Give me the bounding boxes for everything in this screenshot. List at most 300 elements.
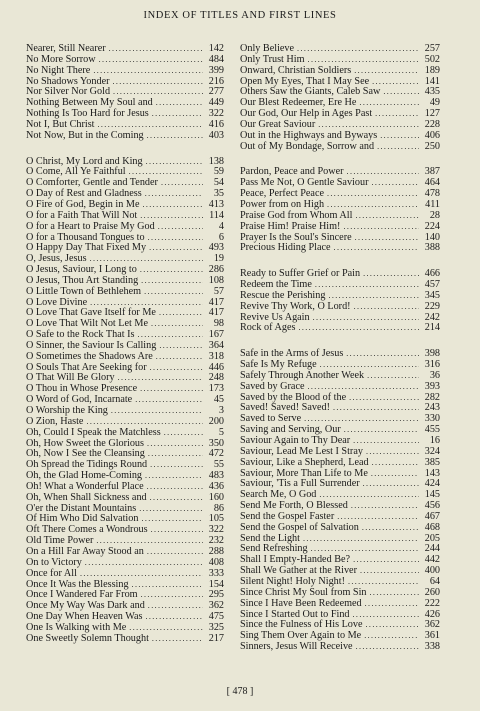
entry-page-number: 114 bbox=[209, 209, 224, 221]
dot-leader bbox=[364, 631, 419, 642]
entry-title: Send Refreshing bbox=[240, 543, 308, 555]
entry-title: Nothing Is Too Hard for Jesus bbox=[26, 108, 149, 120]
entry-title: O, Jesus, Jesus bbox=[26, 253, 87, 265]
index-entry bbox=[240, 142, 440, 153]
entry-page-number: 316 bbox=[424, 359, 440, 371]
entry-page-number: 417 bbox=[208, 307, 224, 319]
dot-leader bbox=[355, 211, 419, 222]
dot-leader bbox=[147, 131, 203, 142]
dot-leader bbox=[366, 447, 419, 458]
entry-title: Redeem the Time bbox=[240, 279, 312, 291]
entry-page-number: 436 bbox=[208, 480, 224, 492]
dot-leader bbox=[111, 406, 203, 417]
entry-title: Once My Way Was Dark and bbox=[26, 600, 145, 612]
dot-leader bbox=[142, 200, 203, 211]
entry-page-number: 362 bbox=[208, 600, 224, 612]
index-entry bbox=[240, 66, 440, 77]
index-entry bbox=[240, 222, 440, 233]
entry-title: O Jesus, Saviour, I Long to bbox=[26, 264, 137, 276]
entry-title: One Sweetly Solemn Thought bbox=[26, 632, 149, 644]
index-block bbox=[240, 167, 440, 254]
entry-page-number: 295 bbox=[208, 589, 224, 601]
entry-page-number: 388 bbox=[424, 242, 440, 254]
index-entry bbox=[26, 131, 224, 142]
entry-title: On a Hill Far Away Stood an bbox=[26, 545, 144, 557]
entry-page-number: 142 bbox=[208, 43, 224, 54]
dot-leader bbox=[308, 382, 420, 393]
dot-leader bbox=[158, 222, 203, 233]
dot-leader bbox=[372, 458, 419, 469]
entry-title: Onward, Christian Soldiers bbox=[240, 64, 352, 76]
index-entry bbox=[240, 302, 440, 313]
entry-title: Rock of Ages bbox=[240, 322, 296, 334]
dot-leader bbox=[147, 482, 203, 493]
index-entry bbox=[26, 352, 224, 363]
entry-title: One Day When Heaven Was bbox=[26, 611, 143, 623]
entry-title: Power from on High bbox=[240, 198, 325, 210]
entry-title: Saving and Serving, Our bbox=[240, 424, 341, 436]
index-entry bbox=[240, 523, 440, 534]
index-entry bbox=[240, 243, 440, 254]
entry-title: Send the Gospel of Salvation bbox=[240, 521, 359, 533]
entry-page-number: 325 bbox=[208, 621, 224, 633]
page-number: [ 478 ] bbox=[226, 686, 254, 697]
index-block bbox=[240, 349, 440, 653]
entry-title: Since I Have Been Redeemed bbox=[240, 597, 362, 609]
entry-page-number: 417 bbox=[208, 296, 224, 308]
entry-page-number: 224 bbox=[424, 220, 440, 232]
index-entry bbox=[240, 382, 440, 393]
entry-page-number: 286 bbox=[208, 264, 224, 276]
entry-page-number: 424 bbox=[424, 478, 440, 490]
entry-page-number: 243 bbox=[424, 402, 440, 414]
entry-title: O Sinner, the Saviour Is Calling bbox=[26, 339, 157, 351]
dot-leader bbox=[140, 265, 203, 276]
dot-leader bbox=[161, 178, 203, 189]
dot-leader bbox=[152, 634, 203, 645]
entry-title: No Shadows Yonder bbox=[26, 75, 110, 87]
entry-page-number: 361 bbox=[424, 630, 440, 642]
entry-title: Oh, Could I Speak the Matchless bbox=[26, 426, 161, 438]
entry-page-number: 442 bbox=[424, 554, 440, 566]
entry-page-number: 248 bbox=[208, 372, 224, 384]
entry-page-number: 141 bbox=[424, 75, 440, 87]
entry-page-number: 54 bbox=[213, 177, 224, 189]
entry-title: Safe Is My Refuge bbox=[240, 359, 317, 371]
entry-title: Saviour, Like a Shepherd, Lead bbox=[240, 456, 369, 468]
entry-page-number: 493 bbox=[208, 242, 224, 254]
entry-title: Sing Them Over Again to Me bbox=[240, 630, 362, 642]
entry-page-number: 435 bbox=[424, 86, 440, 98]
dot-leader bbox=[353, 555, 419, 566]
entry-title: Open My Eyes, That I May See bbox=[240, 75, 370, 87]
entry-page-number: 464 bbox=[424, 177, 440, 189]
entry-page-number: 143 bbox=[424, 467, 440, 479]
entry-title: Oh, the Glad Home-Coming bbox=[26, 470, 143, 482]
entry-page-number: 229 bbox=[424, 300, 440, 312]
dot-leader bbox=[148, 449, 203, 460]
entry-page-number: 57 bbox=[213, 285, 224, 297]
dot-leader bbox=[151, 525, 203, 536]
index-entry bbox=[240, 642, 440, 653]
entry-page-number: 322 bbox=[208, 524, 224, 536]
entry-title: O Happy Day That Fixed My bbox=[26, 242, 147, 254]
entry-title: Oh, How Sweet the Glorious bbox=[26, 437, 144, 449]
entry-title: Sinners, Jesus Will Receive bbox=[240, 641, 353, 653]
entry-title: Prayer Is the Soul's Sincere bbox=[240, 231, 352, 243]
entry-page-number: 216 bbox=[208, 75, 224, 87]
entry-title: Safe in the Arms of Jesus bbox=[240, 348, 344, 360]
entry-title: Praise Him! Praise Him! bbox=[240, 220, 341, 232]
entry-title: Nothing Between My Soul and bbox=[26, 97, 153, 109]
entry-title: Once for All bbox=[26, 567, 77, 579]
entry-page-number: 214 bbox=[424, 322, 440, 334]
dot-leader bbox=[139, 504, 203, 515]
entry-page-number: 467 bbox=[424, 510, 440, 522]
entry-title: On to Victory bbox=[26, 556, 82, 568]
entry-page-number: 457 bbox=[424, 279, 440, 291]
index-block bbox=[26, 157, 224, 645]
entry-page-number: 330 bbox=[424, 413, 440, 425]
entry-page-number: 86 bbox=[213, 502, 224, 514]
index-entry bbox=[240, 323, 440, 334]
dot-leader bbox=[140, 384, 203, 395]
entry-title: Others Saw the Giants, Caleb Saw bbox=[240, 86, 381, 98]
entry-page-number: 426 bbox=[424, 608, 440, 620]
dot-leader bbox=[113, 77, 204, 88]
dot-leader bbox=[354, 302, 419, 313]
entry-title: Ready to Suffer Grief or Pain bbox=[240, 268, 361, 280]
dot-leader bbox=[371, 469, 419, 480]
dot-leader bbox=[149, 243, 203, 254]
entry-title: Oh, When Shall Sickness and bbox=[26, 491, 147, 503]
entry-page-number: 49 bbox=[429, 97, 440, 109]
dot-leader bbox=[343, 222, 419, 233]
entry-page-number: 385 bbox=[424, 456, 440, 468]
dot-leader bbox=[159, 308, 203, 319]
dot-leader bbox=[353, 436, 419, 447]
dot-leader bbox=[363, 269, 419, 280]
entry-title: Our Great Saviour bbox=[240, 118, 316, 130]
dot-leader bbox=[145, 471, 203, 482]
entry-title: Saved by Grace bbox=[240, 380, 305, 392]
dot-leader bbox=[159, 341, 203, 352]
entry-title: O Comforter, Gentle and Tender bbox=[26, 177, 158, 189]
entry-page-number: 398 bbox=[424, 348, 440, 360]
entry-title: Silent Night! Holy Night! bbox=[240, 575, 345, 587]
entry-title: Send Me Forth, O Blessed bbox=[240, 500, 348, 512]
right-column bbox=[240, 44, 440, 668]
entry-title: O Love That Gave Itself for Me bbox=[26, 307, 156, 319]
dot-leader bbox=[93, 66, 203, 77]
entry-page-number: 242 bbox=[424, 311, 440, 323]
dot-leader bbox=[147, 439, 203, 450]
entry-title: Since the Fulness of His Love bbox=[240, 619, 363, 631]
dot-leader bbox=[334, 243, 419, 254]
entry-title: Shall We Gather at the River bbox=[240, 565, 357, 577]
entry-title: O Fire of God, Begin in Me bbox=[26, 198, 140, 210]
entry-page-number: 416 bbox=[208, 118, 224, 130]
entry-title: Saved by the Blood of the bbox=[240, 391, 347, 403]
entry-title: Pass Me Not, O Gentle Saviour bbox=[240, 177, 369, 189]
dot-leader bbox=[303, 534, 419, 545]
dot-leader bbox=[349, 393, 419, 404]
entry-title: O Sometimes the Shadows Are bbox=[26, 350, 153, 362]
dot-leader bbox=[355, 233, 419, 244]
dot-leader bbox=[151, 319, 203, 330]
entry-page-number: 250 bbox=[424, 140, 440, 152]
entry-title: Saved to Serve bbox=[240, 413, 302, 425]
dot-leader bbox=[144, 287, 203, 298]
entry-page-number: 408 bbox=[208, 556, 224, 568]
entry-page-number: 64 bbox=[429, 575, 440, 587]
entry-page-number: 288 bbox=[208, 545, 224, 557]
entry-title: Only Trust Him bbox=[240, 53, 305, 65]
entry-page-number: 145 bbox=[424, 489, 440, 501]
entry-title: Our God, Our Help in Ages Past bbox=[240, 108, 373, 120]
entry-title: Send the Light bbox=[240, 532, 300, 544]
entry-page-number: 35 bbox=[213, 188, 224, 200]
dot-leader bbox=[370, 588, 419, 599]
index-block bbox=[240, 44, 440, 152]
entry-page-number: 189 bbox=[424, 64, 440, 76]
dot-leader bbox=[380, 131, 419, 142]
entry-title: Pardon, Peace and Power bbox=[240, 166, 344, 178]
entry-page-number: 160 bbox=[208, 491, 224, 503]
index-entry bbox=[26, 493, 224, 504]
entry-title: Praise God from Whom All bbox=[240, 209, 353, 221]
entry-page-number: 154 bbox=[208, 578, 224, 590]
dot-leader bbox=[333, 403, 419, 414]
dot-leader bbox=[80, 569, 203, 580]
entry-title: Saviour Again to Thy Dear bbox=[240, 435, 351, 446]
entry-title: O That Will Be Glory bbox=[26, 372, 115, 384]
entry-page-number: 28 bbox=[429, 209, 440, 221]
entry-page-number: 318 bbox=[208, 350, 224, 362]
entry-title: O Thou in Whose Presence bbox=[26, 383, 138, 395]
entry-title: O for a Heart to Praise My God bbox=[26, 220, 155, 232]
dot-leader bbox=[315, 280, 419, 291]
entry-title: No More Sorrow bbox=[26, 53, 96, 65]
entry-page-number: 45 bbox=[213, 394, 224, 406]
entry-title: O'er the Distant Mountains bbox=[26, 502, 137, 514]
index-entry bbox=[240, 131, 440, 142]
entry-page-number: 282 bbox=[424, 391, 440, 403]
entry-title: Saviour, More Than Life to Me bbox=[240, 467, 368, 479]
dot-leader bbox=[147, 547, 203, 558]
entry-title: Of Him Who Did Salvation bbox=[26, 513, 139, 525]
entry-page-number: 475 bbox=[208, 611, 224, 623]
entry-page-number: 324 bbox=[424, 445, 440, 457]
dot-leader bbox=[148, 601, 203, 612]
dot-leader bbox=[327, 189, 419, 200]
entry-page-number: 3 bbox=[218, 405, 224, 416]
entry-page-number: 483 bbox=[208, 470, 224, 482]
entry-page-number: 217 bbox=[208, 632, 224, 644]
entry-title: Search Me, O God bbox=[240, 489, 317, 501]
entry-title: Since I Started Out to Find bbox=[240, 608, 350, 620]
entry-page-number: 362 bbox=[424, 619, 440, 631]
dot-leader bbox=[85, 558, 203, 569]
entry-page-number: 55 bbox=[213, 459, 224, 471]
dot-leader bbox=[150, 363, 203, 374]
entry-title: O Souls That Are Seeking for bbox=[26, 361, 147, 373]
entry-title: O Word of God, Incarnate bbox=[26, 394, 133, 406]
entry-page-number: 232 bbox=[208, 535, 224, 547]
index-entry bbox=[26, 428, 224, 439]
dot-leader bbox=[313, 313, 419, 324]
entry-page-number: 466 bbox=[424, 268, 440, 280]
entry-title: O Safe to the Rock That Is bbox=[26, 329, 135, 341]
entry-title: Not I, But Christ bbox=[26, 118, 95, 130]
index-entry bbox=[26, 222, 224, 233]
entry-page-number: 36 bbox=[429, 369, 440, 381]
entry-title: O Christ, My Lord and King bbox=[26, 155, 143, 167]
entry-page-number: 393 bbox=[424, 380, 440, 392]
entry-page-number: 446 bbox=[208, 361, 224, 373]
dot-leader bbox=[146, 157, 203, 168]
dot-leader bbox=[99, 55, 203, 66]
dot-leader bbox=[363, 479, 419, 490]
index-block bbox=[26, 44, 224, 142]
entry-page-number: 140 bbox=[424, 231, 440, 243]
entry-page-number: 449 bbox=[208, 97, 224, 109]
dot-leader bbox=[141, 276, 203, 287]
entry-title: Rescue the Perishing bbox=[240, 289, 326, 301]
dot-leader bbox=[351, 501, 419, 512]
dot-leader bbox=[297, 44, 419, 55]
entry-page-number: 228 bbox=[424, 118, 440, 130]
left-column bbox=[26, 44, 224, 660]
entry-title: Oft There Comes a Wondrous bbox=[26, 524, 148, 536]
entry-title: Revive Thy Work, O Lord! bbox=[240, 300, 351, 312]
index-entry bbox=[240, 458, 440, 469]
dot-leader bbox=[148, 233, 203, 244]
entry-page-number: 6 bbox=[218, 231, 224, 243]
index-entry bbox=[26, 287, 224, 298]
index-entry bbox=[26, 634, 224, 645]
entry-title: Old Time Power bbox=[26, 535, 94, 547]
entry-page-number: 200 bbox=[208, 415, 224, 427]
entry-page-number: 257 bbox=[424, 43, 440, 54]
entry-title: O Zion, Haste bbox=[26, 415, 84, 427]
entry-title: Since Christ My Soul from Sin bbox=[240, 586, 367, 598]
dot-leader bbox=[298, 323, 419, 334]
dot-leader bbox=[375, 109, 419, 120]
entry-page-number: 406 bbox=[424, 129, 440, 141]
entry-title: Once I Wandered Far From bbox=[26, 589, 138, 601]
entry-title: Send the Gospel Faster bbox=[240, 510, 335, 522]
entry-title: Nearer, Still Nearer bbox=[26, 43, 106, 54]
entry-page-number: 468 bbox=[424, 521, 440, 533]
entry-page-number: 502 bbox=[424, 53, 440, 65]
entry-page-number: 455 bbox=[424, 424, 440, 436]
entry-page-number: 350 bbox=[208, 437, 224, 449]
entry-title: O Come, All Ye Faithful bbox=[26, 166, 126, 178]
entry-page-number: 403 bbox=[208, 129, 224, 141]
entry-title: O Day of Rest and Gladness bbox=[26, 188, 142, 200]
entry-title: Shall I Empty-Handed Be? bbox=[240, 554, 351, 566]
entry-title: Oh! What a Wonderful Place bbox=[26, 480, 144, 492]
entry-title: Nor Silver Nor Gold bbox=[26, 86, 111, 98]
entry-page-number: 4 bbox=[218, 220, 224, 232]
dot-leader bbox=[141, 514, 203, 525]
entry-page-number: 205 bbox=[424, 532, 440, 544]
dot-leader bbox=[383, 87, 419, 98]
dot-leader bbox=[377, 142, 419, 153]
dot-leader bbox=[150, 493, 203, 504]
dot-leader bbox=[156, 352, 203, 363]
dot-leader bbox=[156, 98, 203, 109]
index-entry bbox=[26, 569, 224, 580]
entry-page-number: 399 bbox=[208, 64, 224, 76]
entry-page-number: 413 bbox=[208, 198, 224, 210]
entry-title: Saved! Saved! Saved! bbox=[240, 402, 330, 414]
entry-page-number: 322 bbox=[208, 108, 224, 120]
entry-title: O Worship the King bbox=[26, 405, 108, 416]
entry-page-number: 16 bbox=[429, 435, 440, 446]
entry-page-number: 478 bbox=[424, 188, 440, 200]
dot-leader bbox=[346, 349, 419, 360]
entry-title: Oh Spread the Tidings Round bbox=[26, 459, 148, 471]
dot-leader bbox=[356, 642, 419, 653]
entry-page-number: 108 bbox=[208, 274, 224, 286]
entry-page-number: 338 bbox=[424, 641, 440, 653]
entry-page-number: 387 bbox=[424, 166, 440, 178]
index-block bbox=[240, 269, 440, 334]
entry-page-number: 98 bbox=[213, 318, 224, 330]
dot-leader bbox=[141, 590, 203, 601]
entry-page-number: 105 bbox=[208, 513, 224, 525]
dot-leader bbox=[109, 44, 203, 55]
entry-title: O Love That Wilt Not Let Me bbox=[26, 318, 149, 330]
entry-title: Safely Through Another Week bbox=[240, 369, 365, 381]
index-entry bbox=[240, 599, 440, 610]
entry-page-number: 484 bbox=[208, 53, 224, 65]
entry-title: Saviour, 'Tis a Full Surrender bbox=[240, 478, 360, 490]
dot-leader bbox=[150, 460, 203, 471]
entry-page-number: 411 bbox=[425, 198, 440, 210]
entry-page-number: 345 bbox=[424, 289, 440, 301]
entry-page-number: 173 bbox=[208, 383, 224, 395]
dot-leader bbox=[164, 428, 203, 439]
dot-leader bbox=[365, 599, 419, 610]
entry-page-number: 167 bbox=[208, 329, 224, 341]
entry-title: O Little Town of Bethlehem bbox=[26, 285, 142, 297]
entry-title: O for a Thousand Tongues to bbox=[26, 231, 145, 243]
entry-page-number: 244 bbox=[424, 543, 440, 555]
dot-leader bbox=[371, 178, 419, 189]
entry-page-number: 222 bbox=[424, 597, 440, 609]
entry-title: No Night There bbox=[26, 64, 91, 76]
dot-leader bbox=[354, 66, 419, 77]
entry-title: Peace, Perfect Peace bbox=[240, 188, 324, 200]
entry-page-number: 333 bbox=[208, 567, 224, 579]
dot-leader bbox=[366, 620, 419, 631]
entry-title: Once It Was the Blessing bbox=[26, 578, 129, 590]
entry-title: Oh, Now I See the Cleansing bbox=[26, 448, 145, 460]
entry-page-number: 277 bbox=[208, 86, 224, 98]
entry-title: Precious Hiding Place bbox=[240, 242, 331, 254]
entry-page-number: 364 bbox=[208, 339, 224, 351]
entry-page-number: 456 bbox=[424, 500, 440, 512]
dot-leader bbox=[344, 425, 419, 436]
entry-title: Out of My Bondage, Sorrow and bbox=[240, 140, 375, 152]
entry-title: Not Now, But in the Coming bbox=[26, 129, 144, 141]
entry-page-number: 59 bbox=[213, 166, 224, 178]
entry-title: Out in the Highways and Byways bbox=[240, 129, 378, 141]
entry-page-number: 138 bbox=[208, 155, 224, 167]
